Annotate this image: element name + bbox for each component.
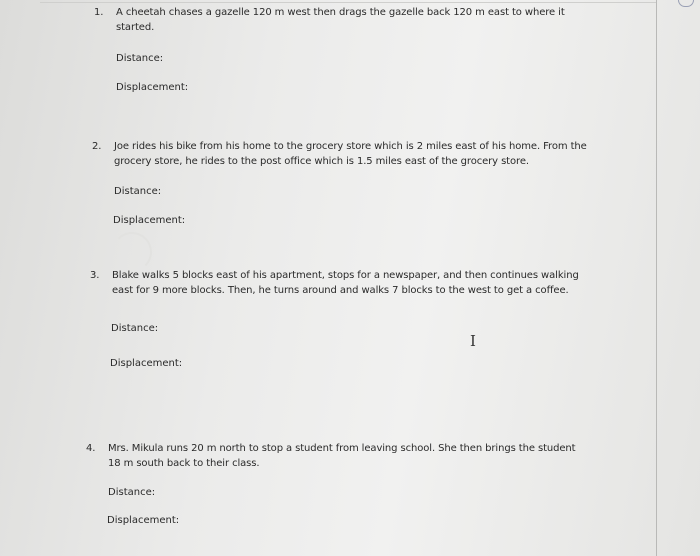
problem-number: 2. — [92, 141, 102, 152]
problem-text-line-1: A cheetah chases a gazelle 120 m west then drags the gazelle back 120 m east to where it — [116, 7, 565, 18]
displacement-label: Displacement: — [110, 358, 183, 369]
pen-mark — [112, 232, 152, 272]
problem-text-line-2: 18 m south back to their class. — [108, 458, 260, 469]
problem-number: 1. — [94, 7, 104, 18]
problem-text-line-2: grocery store, he rides to the post office which is 1.5 miles east of the grocery store. — [114, 156, 529, 167]
problem-text-line-1: Blake walks 5 blocks east of his apartment, stops for a newspaper, and then continues walking — [112, 270, 579, 281]
top-rule — [40, 2, 656, 3]
problem-text-line-1: Joe rides his bike from his home to the grocery store which is 2 miles east of his home. From the — [114, 141, 587, 152]
distance-label: Distance: — [116, 53, 164, 64]
displacement-label: Displacement: — [107, 515, 180, 526]
text-cursor-icon: I — [470, 332, 476, 350]
displacement-label: Displacement: — [116, 82, 189, 93]
problem-text-line-1: Mrs. Mikula runs 20 m north to stop a student from leaving school. She then brings the student — [108, 443, 576, 454]
problem-text-line-2: east for 9 more blocks. Then, he turns around and walks 7 blocks to the west to get a coffee. — [112, 285, 569, 296]
corner-mark — [678, 0, 694, 7]
displacement-label: Displacement: — [113, 215, 186, 226]
margin-rule — [656, 0, 657, 556]
distance-label: Distance: — [114, 186, 162, 197]
problem-number: 3. — [90, 270, 100, 281]
distance-label: Distance: — [111, 323, 159, 334]
distance-label: Distance: — [108, 487, 156, 498]
problem-number: 4. — [86, 443, 96, 454]
problem-text-line-2: started. — [116, 22, 155, 33]
